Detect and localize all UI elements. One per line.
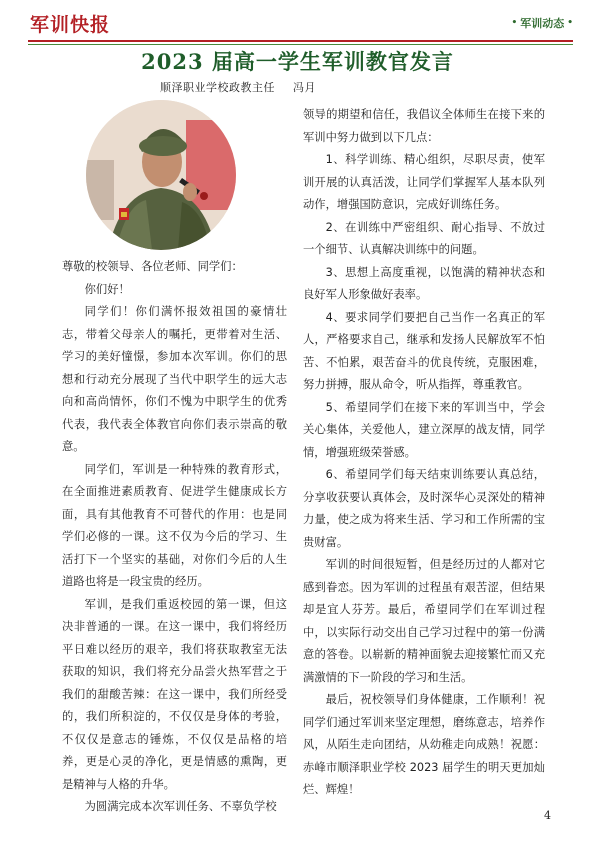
list-item: 3、思想上高度重视，以饱满的精神状态和良好军人形象做好表率。	[303, 265, 545, 301]
article-column-left	[62, 256, 287, 819]
paragraph: 领导的期望和信任，我倡议全体师生在接下来的军训中努力做到以下几点：	[303, 108, 545, 144]
paragraph: 同学们！你们满怀报效祖国的豪情壮志，带着父母亲人的嘱托，更带着对生活、学习的美好憧憬，参加本次军训。你们的思想和行动充分展现了当代中职学生的远大志向和高尚情怀，你们不愧为中职学生的优秀代表，我代表全体教官向你们表示崇高的敬意。	[62, 305, 287, 453]
page-number: 4	[544, 809, 551, 822]
paragraph: 为圆满完成本次军训任务、不辜负学校	[84, 800, 277, 813]
article-title: 2023 届高一学生军训教官发言	[141, 49, 454, 74]
newsletter-brand: 军训快报	[30, 14, 111, 36]
paragraph: 军训的时间很短暂，但是经历过的人都对它感到眷恋。因为军训的过程虽有艰苦涩，但结果却是宜人芬芳。最后，希望同学们在军训过程中，以实际行动交出自己学习过程中的第一份满意的答卷。以崭新的精神面貌去迎接繁忙而又充满激情的下一阶段的学习和生活。	[303, 558, 545, 684]
byline-name: 冯月	[293, 81, 316, 94]
list-item: 5、希望同学们在接下来的军训当中，学会关心集体，关爱他人，建立深厚的战友情，同学情，增强班级荣誉感。	[303, 400, 545, 459]
list-item: 1、科学训练、精心组织，尽职尽责，使军训开展的认真活泼，让同学们掌握军人基本队列动作，增强国防意识，完成好训练任务。	[303, 153, 545, 211]
list-item: 6、希望同学们每天结束训练要认真总结，分享收获要认真体会，及时深华心灵深处的精神力量，使之成为将来生活、学习和工作所需的宝贵财富。	[303, 468, 545, 549]
section-label: 军训动态	[520, 17, 565, 30]
speaker-photo	[86, 100, 236, 250]
list-item: 2、在训练中严密组织、耐心指导、不放过一个细节、认真解决训练中的问题。	[303, 220, 545, 256]
bullet-icon: •	[567, 18, 573, 28]
list-item: 4、要求同学们要把自己当作一名真正的军人，严格要求自己，继承和发扬人民解放军不怕苦、不怕累，艰苦奋斗的优良传统，克服困难，努力拼搏，服从命令，听从指挥，尊重教官。	[303, 310, 545, 391]
page-header	[0, 0, 595, 42]
speaker-photo-image	[86, 100, 236, 250]
paragraph: 军训，是我们重返校园的第一课，但这决非普通的一课。在这一课中，我们将经历平日难以经历的艰辛，我们将获取教室无法获取的知识，我们将充分品尝火热军营之于我们的甜酸苦辣：在这一课中，我们所经受的，我们所积淀的，不仅仅是身体的考验，不仅仅是意志的锤炼，不仅仅是品格的培养，更是心灵的净化，更是情感的熏陶，更是精神与人格的升华。	[62, 597, 287, 791]
section-tag	[511, 14, 573, 32]
paragraph: 同学们，军训是一种特殊的教育形式，在全面推进素质教育、促进学生健康成长方面，具有其他教育不可替代的作用：也是同学们必修的一课。这不仅为今后的学习、生活打下一个坚实的基础，对你们今后的人生道路也将是一段宝贵的经历。	[62, 462, 287, 588]
greeting: 你们好！	[84, 282, 130, 296]
salutation: 尊敬的校领导、各位老师、同学们：	[62, 260, 243, 273]
byline-org: 顺泽职业学校政教主任	[160, 81, 275, 94]
closing-paragraph: 最后，祝校领导们身体健康，工作顺利！祝同学们通过军训来坚定理想，磨练意志，培养作风，从陌生走向团结，从幼稚走向成熟！祝愿：赤峰市顺泽职业学校 2023 届学生的明天更加灿烂、辉煌！	[303, 693, 545, 796]
header-rule-green	[28, 44, 573, 45]
article-column-right	[303, 104, 545, 802]
byline	[160, 79, 330, 95]
bullet-icon: •	[511, 18, 518, 28]
header-rule-red	[28, 40, 573, 42]
